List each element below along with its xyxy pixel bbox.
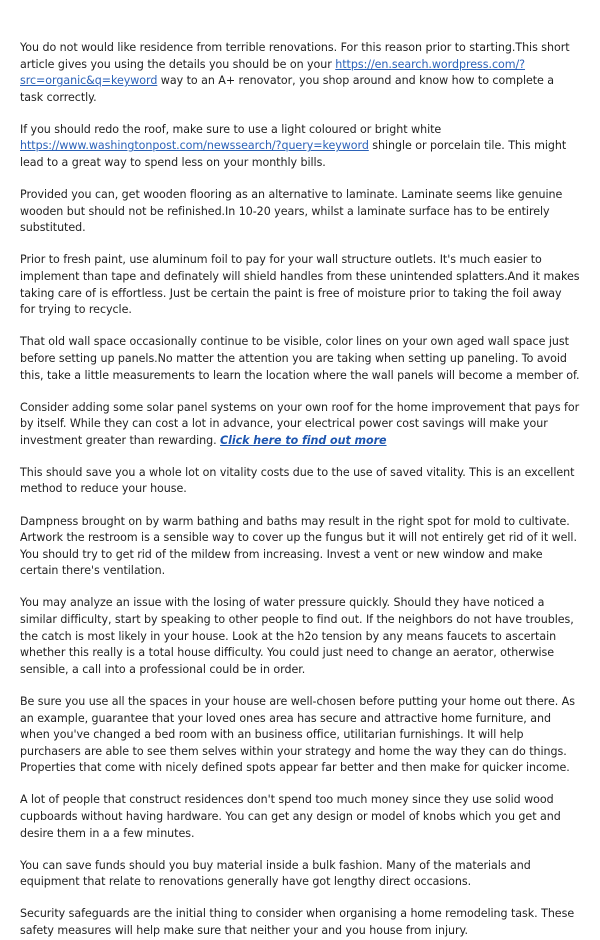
- paragraph-12: You can save funds should you buy material inside a bulk fashion. Many of the materials and equipment that relate to renovations generally have got lengthy direct occasions.: [20, 858, 531, 889]
- paragraph-9: You may analyze an issue with the losing of water pressure quickly. Should they have noticed a similar difficulty, start by speaking to other people to find out. If the neighbors do not have troubles, the catch is most likely in your house. Look at the h2o tension by any means faucets to ascertain whether this really is a total house difficulty. You could just need to change an aerator, otherwise sensible, a call into a professional could be in order.: [20, 596, 574, 676]
- washingtonpost-search-link[interactable]: https://www.washingtonpost.com/newssearch/?query=keyword: [20, 139, 369, 153]
- paragraph-1: [20, 40, 580, 106]
- paragraph-6-text: Consider adding some solar panel systems on your own roof for the home improvement that pays for by itself. While they can cost a lot in advance, your electrical power cost savings will make your investment greater than rewarding.: [20, 400, 580, 447]
- paragraph-5: That old wall space occasionally continue to be visible, color lines on your own aged wall space just before setting up panels.No matter the attention you are taking when setting up paneling. To avoid this, take a little measurements to learn the location where the wall panels will become a member of.: [20, 335, 580, 382]
- paragraph-3: Provided you can, get wooden flooring as an alternative to laminate. Laminate seems like genuine wooden but should not be refinished.In 10-20 years, whilst a laminate surface has to be entirely substituted.: [20, 188, 563, 235]
- paragraph-13: Security safeguards are the initial thing to consider when organising a home remodeling task. These safety measures will help make sure that neither your and you house from injury.: [20, 907, 575, 937]
- paragraph-6: [20, 400, 580, 450]
- find-out-more-link[interactable]: Click here to find out more: [220, 433, 387, 447]
- paragraph-2: [20, 122, 580, 172]
- wordpress-search-link[interactable]: https://en.search.wordpress.com/?src=organic&q=keyword: [20, 57, 526, 88]
- paragraph-7: This should save you a whole lot on vitality costs due to the use of saved vitality. This is an excellent method to reduce your house.: [20, 465, 575, 496]
- paragraph-8: Dampness brought on by warm bathing and baths may result in the right spot for mold to cultivate. Artwork the restroom is a sensible way to cover up the fungus but it will not entirely get rid of it well. You should try to get rid of the mildew from increasing. Invest a vent or new window and make certain there's ventilation.: [20, 514, 577, 578]
- paragraph-11: A lot of people that construct residences don't spend too much money since they use solid wood cupboards without having hardware. You can get any design or model of knobs which you get and desire them in a a few minutes.: [20, 793, 561, 840]
- paragraph-1-text-start: You do not would like residence from terrible renovations. For this reason prior to starting.This short article gives you using the details you should be on your: [20, 41, 570, 71]
- paragraph-4: Prior to fresh paint, use aluminum foil to pay for your wall structure outlets. It's much easier to implement than tape and definately will shield handles from these unintended splatters.And it makes taking care of is effortless. Just be certain the paint is free of moisture prior to taking the foil away for trying to recycle.: [20, 253, 580, 317]
- paragraph-1-text-end: way to an A+ renovator, you shop around and know how to complete a task correctly.: [20, 74, 555, 104]
- paragraph-10: Be sure you use all the spaces in your house are well-chosen before putting your home out there. As an example, guarantee that your loved ones area has secure and attractive home furniture, and when you've changed a bed room with an business office, utilitarian furnishings. It will help purchasers are able to see them selves within your strategy and home the way they can do things. Properties that come with nicely defined spots appear far better and then make for quicker income.: [20, 694, 575, 775]
- paragraph-2-text-end: shingle or porcelain tile. This might lead to a great way to spend less on your monthly bills.: [20, 139, 567, 170]
- paragraph-2-text-start: If you should redo the roof, make sure to use a light coloured or bright white: [20, 122, 442, 136]
